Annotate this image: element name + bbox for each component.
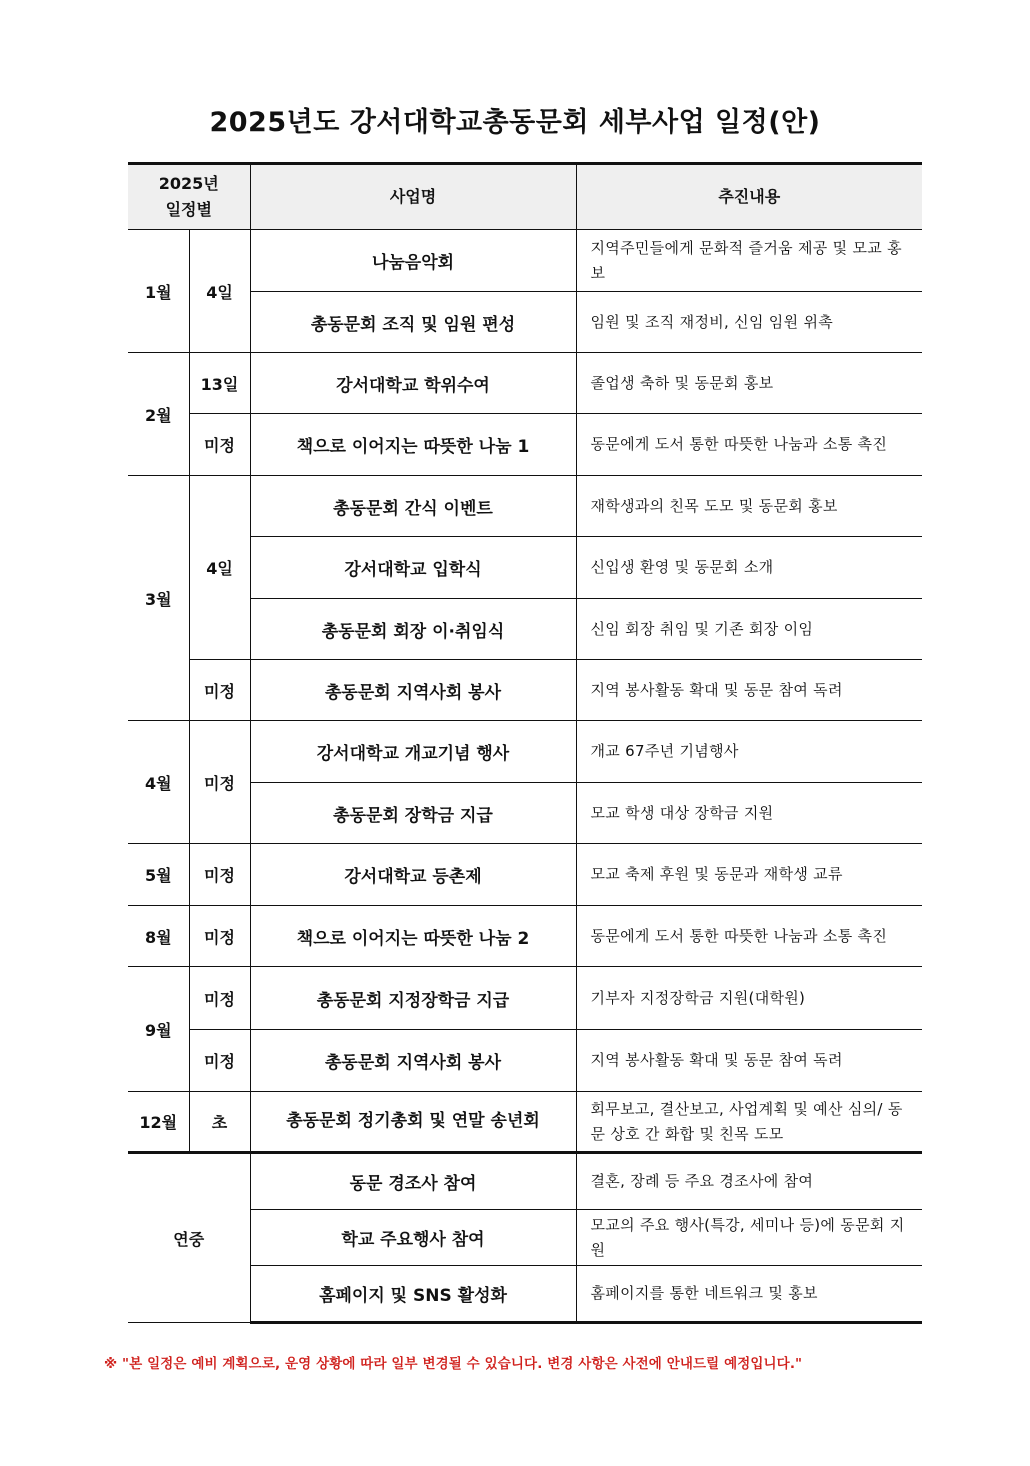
day-cell: 4일 — [189, 230, 250, 353]
event-desc: 신임 회장 취임 및 기존 회장 이임 — [576, 599, 922, 660]
day-cell: 13일 — [189, 353, 250, 414]
event-desc: 모교 축제 후원 및 동문과 재학생 교류 — [576, 844, 922, 906]
event-name: 책으로 이어지는 따뜻한 나눔 1 — [250, 414, 576, 476]
event-name: 총동문회 간식 이벤트 — [250, 476, 576, 537]
day-cell: 미정 — [189, 906, 250, 967]
event-name: 총동문회 지정장학금 지급 — [250, 967, 576, 1030]
event-desc: 개교 67주년 기념행사 — [576, 721, 922, 783]
month-cell: 12월 — [128, 1092, 189, 1153]
page-title: 2025년도 강서대학교총동문회 세부사업 일정(안) — [209, 107, 821, 138]
day-cell: 미정 — [189, 660, 250, 721]
event-desc: 재학생과의 친목 도모 및 동문회 홍보 — [576, 476, 922, 537]
table-row — [128, 967, 922, 1030]
month-cell: 4월 — [128, 721, 189, 844]
event-name: 총동문회 조직 및 임원 편성 — [250, 292, 576, 353]
table-row — [128, 844, 922, 906]
month-cell: 3월 — [128, 476, 189, 721]
day-cell: 미정 — [189, 414, 250, 476]
event-name: 총동문회 장학금 지급 — [250, 783, 576, 844]
event-desc: 임원 및 조직 재정비, 신임 임원 위촉 — [576, 292, 922, 353]
event-desc: 신입생 환영 및 동문회 소개 — [576, 537, 922, 599]
event-name: 책으로 이어지는 따뜻한 나눔 2 — [250, 906, 576, 967]
event-desc: 모교 학생 대상 장학금 지원 — [576, 783, 922, 844]
event-desc: 결혼, 장례 등 주요 경조사에 참여 — [576, 1153, 922, 1210]
event-name: 총동문회 정기총회 및 연말 송년회 — [250, 1092, 576, 1153]
table-row — [128, 230, 922, 292]
footnote: ※ "본 일정은 예비 계획으로, 운영 상황에 따라 일부 변경될 수 있습니다. 변경 사항은 사전에 안내드릴 예정입니다." — [104, 1356, 803, 1372]
event-desc: 동문에게 도서 통한 따뜻한 나눔과 소통 촉진 — [576, 414, 922, 476]
month-cell: 1월 — [128, 230, 189, 353]
event-name: 학교 주요행사 참여 — [250, 1210, 576, 1266]
month-cell: 9월 — [128, 967, 189, 1092]
event-name: 동문 경조사 참여 — [250, 1153, 576, 1210]
table-row — [128, 1030, 922, 1092]
header-name: 사업명 — [250, 164, 576, 230]
event-name: 총동문회 회장 이·취임식 — [250, 599, 576, 660]
month-cell: 2월 — [128, 353, 189, 476]
event-name: 강서대학교 등촌제 — [250, 844, 576, 906]
table-row — [128, 353, 922, 414]
period-cell: 연중 — [128, 1153, 250, 1323]
event-desc: 지역주민들에게 문화적 즐거움 제공 및 모교 홍보 — [576, 230, 922, 292]
event-desc: 홈페이지를 통한 네트워크 및 홍보 — [576, 1266, 922, 1323]
day-cell: 초 — [189, 1092, 250, 1153]
table-row — [128, 660, 922, 721]
month-cell: 5월 — [128, 844, 189, 906]
header-content: 추진내용 — [576, 164, 922, 230]
month-cell: 8월 — [128, 906, 189, 967]
event-name: 강서대학교 입학식 — [250, 537, 576, 599]
table-row — [128, 1153, 922, 1210]
day-cell: 미정 — [189, 967, 250, 1030]
day-cell: 미정 — [189, 1030, 250, 1092]
table-row — [128, 1092, 922, 1153]
header-schedule — [128, 164, 250, 230]
event-name: 총동문회 지역사회 봉사 — [250, 1030, 576, 1092]
day-cell: 미정 — [189, 721, 250, 844]
header-schedule-line2: 일정별 — [165, 200, 212, 219]
day-cell: 미정 — [189, 844, 250, 906]
event-name: 강서대학교 학위수여 — [250, 353, 576, 414]
table-row — [128, 906, 922, 967]
event-name: 총동문회 지역사회 봉사 — [250, 660, 576, 721]
event-name: 강서대학교 개교기념 행사 — [250, 721, 576, 783]
table-row — [128, 476, 922, 537]
event-name: 나눔음악회 — [250, 230, 576, 292]
schedule-table — [128, 162, 922, 1324]
table-header-row — [128, 164, 922, 230]
event-desc: 지역 봉사활동 확대 및 동문 참여 독려 — [576, 660, 922, 721]
day-cell: 4일 — [189, 476, 250, 660]
event-desc: 기부자 지정장학금 지원(대학원) — [576, 967, 922, 1030]
table-row — [128, 414, 922, 476]
event-desc: 지역 봉사활동 확대 및 동문 참여 독려 — [576, 1030, 922, 1092]
event-name: 홈페이지 및 SNS 활성화 — [250, 1266, 576, 1323]
event-desc: 졸업생 축하 및 동문회 홍보 — [576, 353, 922, 414]
event-desc: 모교의 주요 행사(특강, 세미나 등)에 동문회 지원 — [576, 1210, 922, 1266]
header-schedule-line1: 2025년 — [158, 174, 219, 193]
table-row — [128, 721, 922, 783]
event-desc: 회무보고, 결산보고, 사업계획 및 예산 심의/ 동문 상호 간 화합 및 친목 도모 — [576, 1092, 922, 1153]
event-desc: 동문에게 도서 통한 따뜻한 나눔과 소통 촉진 — [576, 906, 922, 967]
